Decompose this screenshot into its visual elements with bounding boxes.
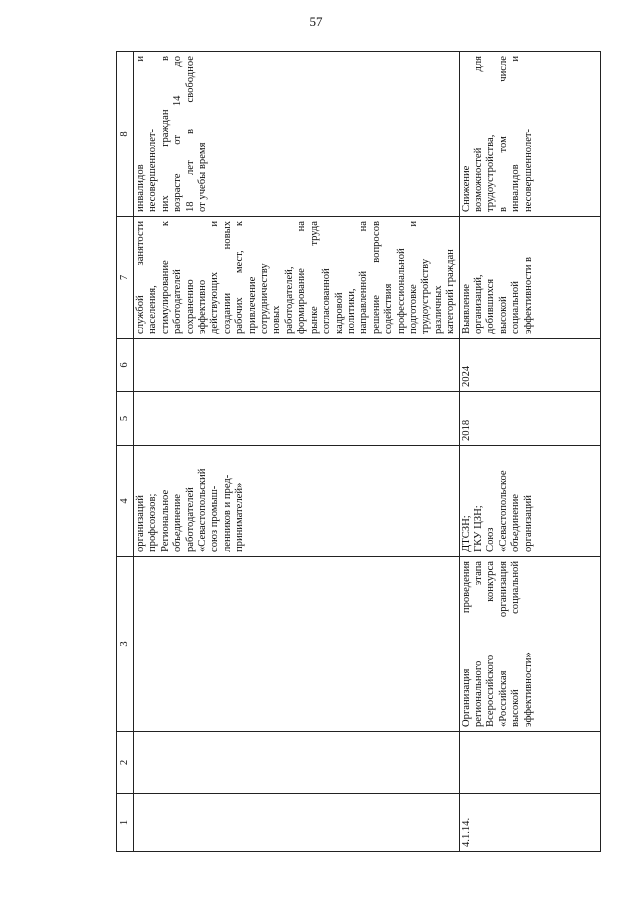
program-table <box>116 51 601 852</box>
col-number-1: 1 <box>117 794 134 852</box>
cell-line: формирование на <box>296 221 308 334</box>
cell-line: регионального этапа <box>472 561 484 727</box>
table-row <box>459 52 600 852</box>
cell-line: сохранению <box>184 279 196 334</box>
cell-line: Региональное <box>159 489 171 552</box>
cell-line: согласованной <box>321 268 333 334</box>
cell-line: несовершеннолет- <box>522 128 534 212</box>
cell-line: Организация проведения <box>460 561 472 727</box>
cell-line: рынке труда <box>308 221 320 334</box>
cell-consequences <box>134 52 460 217</box>
cell-line: решение вопросов <box>370 221 382 334</box>
column-number-row <box>117 52 134 852</box>
table-row <box>134 52 460 852</box>
cell-consequences <box>459 52 600 217</box>
cell-activity <box>459 557 600 732</box>
cell-line: «Российская организация <box>497 561 509 727</box>
cell-line: категорий граждан <box>445 249 457 334</box>
cell-line: ленников и пред- <box>221 474 233 552</box>
col-number-6: 6 <box>117 339 134 392</box>
rotated-table-wrapper <box>116 52 536 852</box>
cell-start-year <box>134 392 460 446</box>
page-number: 57 <box>309 14 323 29</box>
cell-expected-result <box>134 217 460 339</box>
cell-line: возрасте от 14 до <box>172 56 184 212</box>
cell-line: инвалидов и <box>135 56 146 212</box>
cell-line: них граждан в <box>159 56 171 212</box>
cell-index <box>134 794 460 852</box>
col-number-3: 3 <box>117 557 134 732</box>
cell-line: «Севастопольский <box>197 468 209 552</box>
cell-line: Всероссийского конкурса <box>485 561 497 727</box>
cell-line: от учебы время <box>197 142 209 212</box>
cell-line: сотрудничеству <box>259 263 271 334</box>
cell-line: политики, <box>345 288 357 334</box>
col-number-7: 7 <box>117 217 134 339</box>
cell-line: Выявление <box>460 284 472 334</box>
cell-line: эффективности в <box>522 256 534 334</box>
cell-line: добившихся <box>485 278 497 334</box>
cell-line: объединение <box>510 494 522 552</box>
cell-line: работодателей <box>172 269 184 334</box>
cell-line: высокой социальной <box>510 561 522 727</box>
cell-line: работодателей <box>184 487 196 552</box>
cell-col2 <box>134 732 460 794</box>
cell-line: населения, <box>147 285 159 334</box>
cell-line: работодателей, <box>283 266 295 334</box>
cell-line: направленной на <box>358 221 370 334</box>
cell-line: содействия <box>383 283 395 334</box>
cell-end-year <box>134 339 460 392</box>
cell-line: возможностей для <box>472 56 484 212</box>
cell-executors <box>459 446 600 557</box>
col-number-4: 4 <box>117 446 134 557</box>
cell-line: высокой <box>497 296 509 334</box>
cell-end-year: 2024 <box>459 339 600 392</box>
cell-line: несовершеннолет- <box>147 128 159 212</box>
cell-line: 18 лет в свободное <box>184 56 196 212</box>
col-number-2: 2 <box>117 732 134 794</box>
cell-line: подготовке и <box>407 221 419 334</box>
cell-executors <box>134 446 460 557</box>
cell-expected-result <box>459 217 600 339</box>
cell-line: службой занятости <box>135 221 146 334</box>
cell-line: Союз <box>485 527 497 552</box>
cell-line: организаций <box>522 495 534 552</box>
cell-line: ДТСЗН; <box>460 515 472 552</box>
cell-line: трудоустройства, <box>485 134 497 212</box>
cell-line: инвалидов и <box>510 56 522 212</box>
cell-index: 4.1.14. <box>459 794 600 852</box>
col-number-8: 8 <box>117 52 134 217</box>
cell-line: принимателей» <box>234 482 246 552</box>
cell-line: объединение <box>172 494 184 552</box>
cell-line: кадровой <box>333 292 345 334</box>
cell-line: рабочих мест, к <box>234 221 246 334</box>
cell-activity <box>134 557 460 732</box>
cell-line: «Севастопольское <box>497 470 509 552</box>
cell-line: стимулирование к <box>159 221 171 334</box>
cell-start-year: 2018 <box>459 392 600 446</box>
cell-line: эффективности» <box>522 652 534 727</box>
cell-line: создании новых <box>221 221 233 334</box>
cell-line: профсоюзов; <box>147 493 159 552</box>
col-number-5: 5 <box>117 392 134 446</box>
cell-line: ГКУ ЦЗН; <box>472 505 484 552</box>
cell-line: привлечение <box>246 276 258 334</box>
cell-line: организаций <box>135 495 146 552</box>
cell-col2 <box>459 732 600 794</box>
cell-line: трудоустройству <box>420 258 432 334</box>
cell-line: в том числе <box>497 56 509 212</box>
cell-line: эффективно <box>197 279 209 334</box>
cell-line: новых <box>271 305 283 334</box>
cell-line: различных <box>432 285 444 334</box>
cell-line: социальной <box>510 281 522 334</box>
cell-line: профессиональной <box>395 248 407 334</box>
cell-line: организаций, <box>472 274 484 334</box>
cell-line: действующих и <box>209 221 221 334</box>
cell-line: Снижение <box>460 165 472 212</box>
cell-line: союз промыш- <box>209 485 221 552</box>
